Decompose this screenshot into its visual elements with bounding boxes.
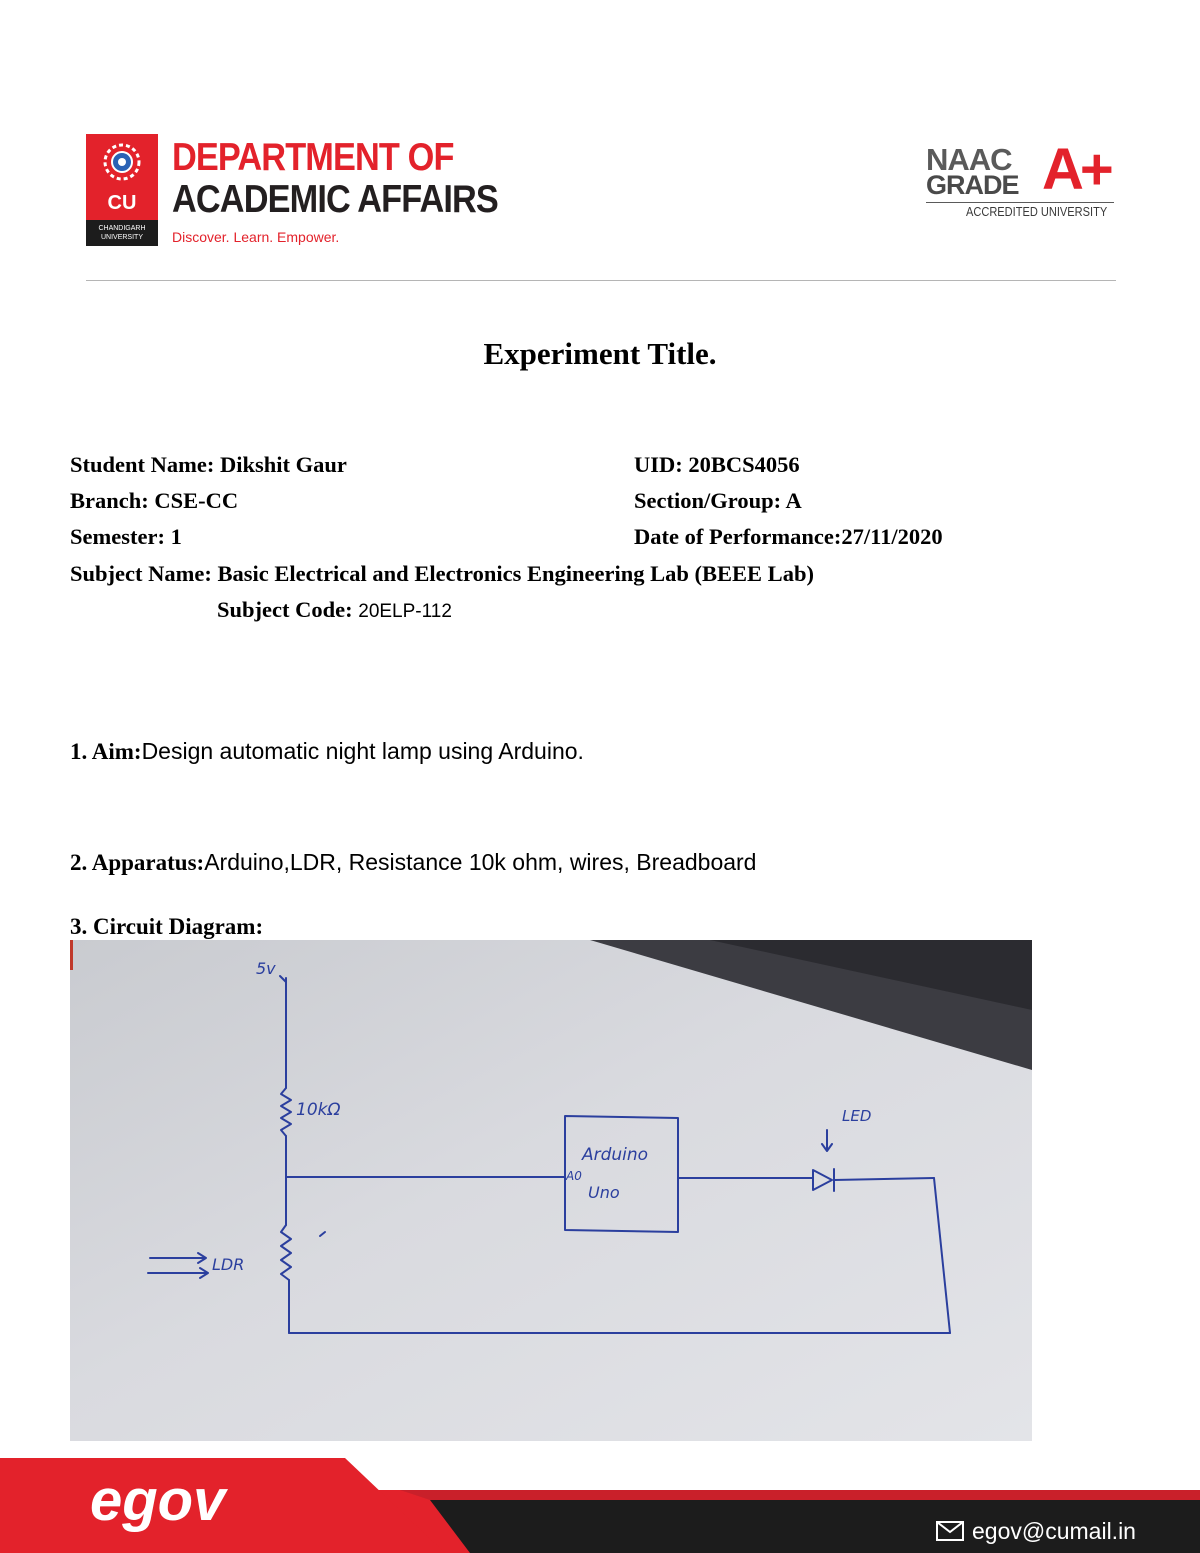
apparatus-value: Arduino,LDR, Resistance 10k ohm, wires, Breadboard <box>204 849 757 875</box>
student-name: Student Name: Dikshit Gaur <box>70 452 347 477</box>
circuit-diagram-photo <box>70 940 1032 1441</box>
footer-email: egov@cumail.in <box>972 1518 1136 1544</box>
semester: Semester: 1 <box>70 524 182 549</box>
edge-mark <box>70 940 73 970</box>
pin-label: A0 <box>566 1169 582 1183</box>
cu-university-text: CHANDIGARH UNIVERSITY <box>86 220 158 246</box>
subject-code-value: 20ELP-112 <box>358 601 452 622</box>
department-title-line1: DEPARTMENT OF <box>172 136 454 179</box>
aim-value: Design automatic night lamp using Arduino. <box>141 738 584 764</box>
date-of-performance: Date of Performance:27/11/2020 <box>634 524 943 549</box>
resistor-label: 10kΩ <box>296 1100 341 1120</box>
letterhead <box>0 0 1200 300</box>
section-group: Section/Group: A <box>634 488 802 513</box>
student-uid: UID: 20BCS4056 <box>634 452 800 477</box>
subject-code-label: Subject Code: <box>217 597 359 622</box>
naac-grade-label: GRADE <box>926 170 1019 200</box>
footer-stripe <box>400 1490 1200 1500</box>
apparatus-label: 2. Apparatus: <box>70 850 205 875</box>
arduino-label-line1: Arduino <box>582 1145 649 1165</box>
subject-name: Subject Name: Basic Electrical and Electronics Engineering Lab (BEEE Lab) <box>70 561 814 586</box>
cu-emblem-icon <box>100 140 144 184</box>
circuit-section <box>70 914 263 940</box>
circuit-label: 3. Circuit Diagram: <box>70 914 264 939</box>
egov-logo: egov <box>90 1468 226 1533</box>
apparatus-section <box>70 849 756 876</box>
ldr-label: LDR <box>212 1255 245 1274</box>
cu-logo <box>86 134 158 246</box>
branch: Branch: CSE-CC <box>70 488 239 513</box>
aim-label: 1. Aim: <box>70 739 142 764</box>
naac-text: NAAC <box>926 142 1012 177</box>
experiment-title: Experiment Title. <box>483 336 717 371</box>
subject-code <box>217 597 452 623</box>
header-divider <box>86 280 1116 281</box>
department-title-line2: ACADEMIC AFFAIRS <box>172 178 498 221</box>
naac-logo <box>924 137 1124 222</box>
cu-badge-text: CU <box>107 192 137 214</box>
tagline: Discover. Learn. Empower. <box>172 229 340 245</box>
naac-grade-value: A+ <box>1042 137 1110 202</box>
naac-accredited-text: ACCREDITED UNIVERSITY <box>966 204 1108 219</box>
arduino-label-line2: Uno <box>588 1183 620 1202</box>
supply-label: 5v <box>256 959 276 978</box>
mail-icon <box>936 1521 964 1541</box>
led-label: LED <box>842 1107 872 1125</box>
naac-divider <box>926 202 1114 203</box>
aim-section <box>70 738 584 765</box>
